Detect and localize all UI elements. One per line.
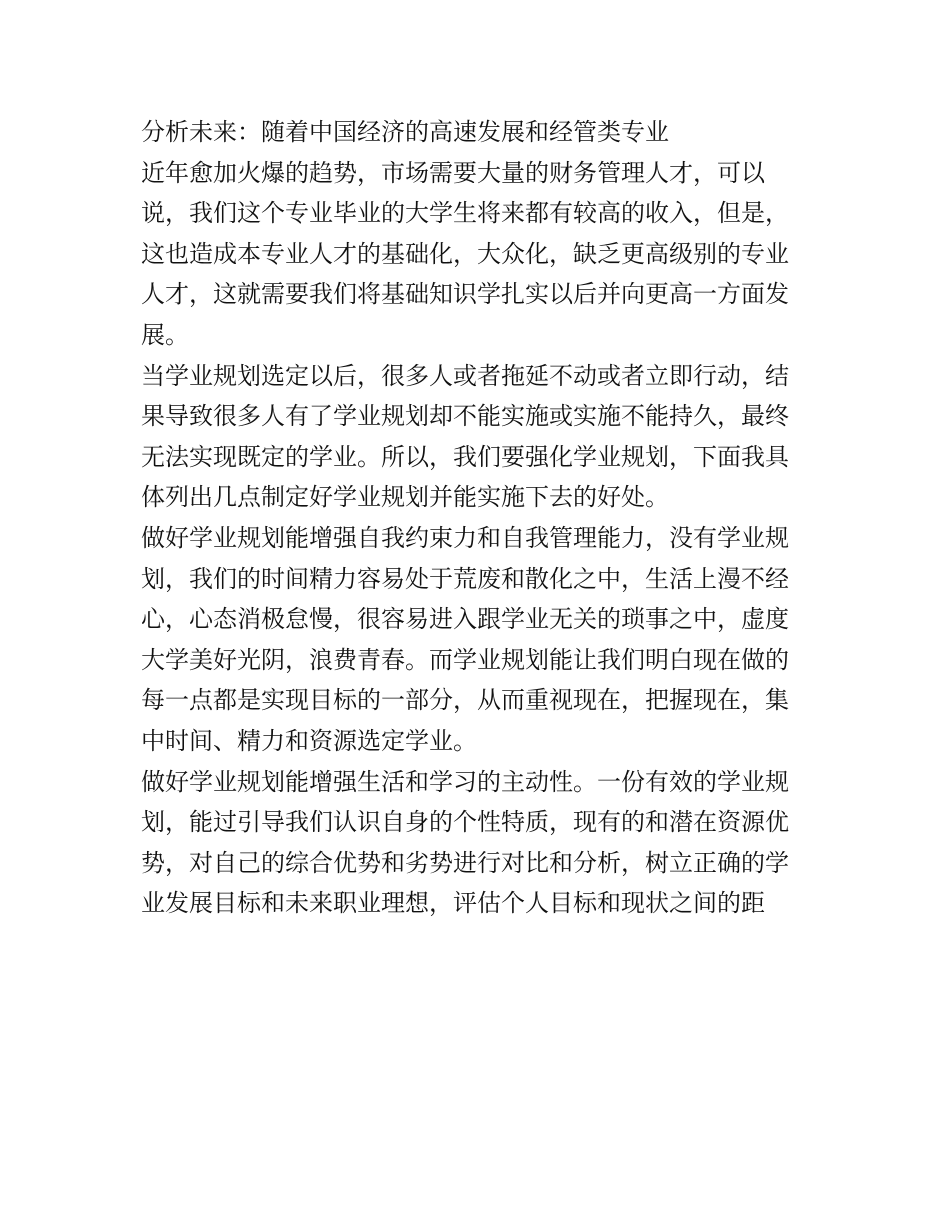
text-line: 划，能过引导我们认识自身的个性特质，现有的和潜在资源优 bbox=[141, 808, 789, 837]
text-line: 中时间、精力和资源选定学业。 bbox=[141, 726, 477, 755]
text-line: 展。 bbox=[141, 320, 189, 349]
text-line: 无法实现既定的学业。所以，我们要强化学业规划，下面我具 bbox=[141, 442, 789, 471]
text-line: 分析未来：随着中国经济的高速发展和经管类专业 bbox=[141, 118, 669, 146]
text-line: 心，心态消极怠慢，很容易进入跟学业无关的琐事之中，虚度 bbox=[141, 605, 789, 634]
text-line: 做好学业规划能增强生活和学习的主动性。一份有效的学业规 bbox=[141, 767, 789, 796]
text-line: 大学美好光阴，浪费青春。而学业规划能让我们明白现在做的 bbox=[141, 645, 789, 674]
text-line: 业发展目标和未来职业理想，评估个人目标和现状之间的距 bbox=[141, 889, 765, 918]
text-line: 做好学业规划能增强自我约束力和自我管理能力，没有学业规 bbox=[141, 523, 789, 552]
text-line: 果导致很多人有了学业规划却不能实施或实施不能持久，最终 bbox=[141, 402, 789, 431]
text-line: 人才，这就需要我们将基础知识学扎实以后并向更高一方面发 bbox=[141, 280, 789, 309]
text-line: 这也造成本专业人才的基础化，大众化，缺乏更高级别的专业 bbox=[141, 239, 789, 268]
text-line: 每一点都是实现目标的一部分，从而重视现在，把握现在，集 bbox=[141, 686, 789, 715]
text-line: 当学业规划选定以后，很多人或者拖延不动或者立即行动，结 bbox=[141, 361, 789, 390]
text-line: 体列出几点制定好学业规划并能实施下去的好处。 bbox=[141, 483, 669, 512]
text-line: 划，我们的时间精力容易处于荒废和散化之中，生活上漫不经 bbox=[141, 564, 789, 593]
text-line: 说，我们这个专业毕业的大学生将来都有较高的收入，但是， bbox=[141, 199, 789, 228]
body-text bbox=[141, 112, 813, 924]
text-line: 近年愈加火爆的趋势，市场需要大量的财务管理人才，可以 bbox=[141, 158, 765, 187]
text-line: 势，对自己的综合优势和劣势进行对比和分析，树立正确的学 bbox=[141, 848, 789, 877]
